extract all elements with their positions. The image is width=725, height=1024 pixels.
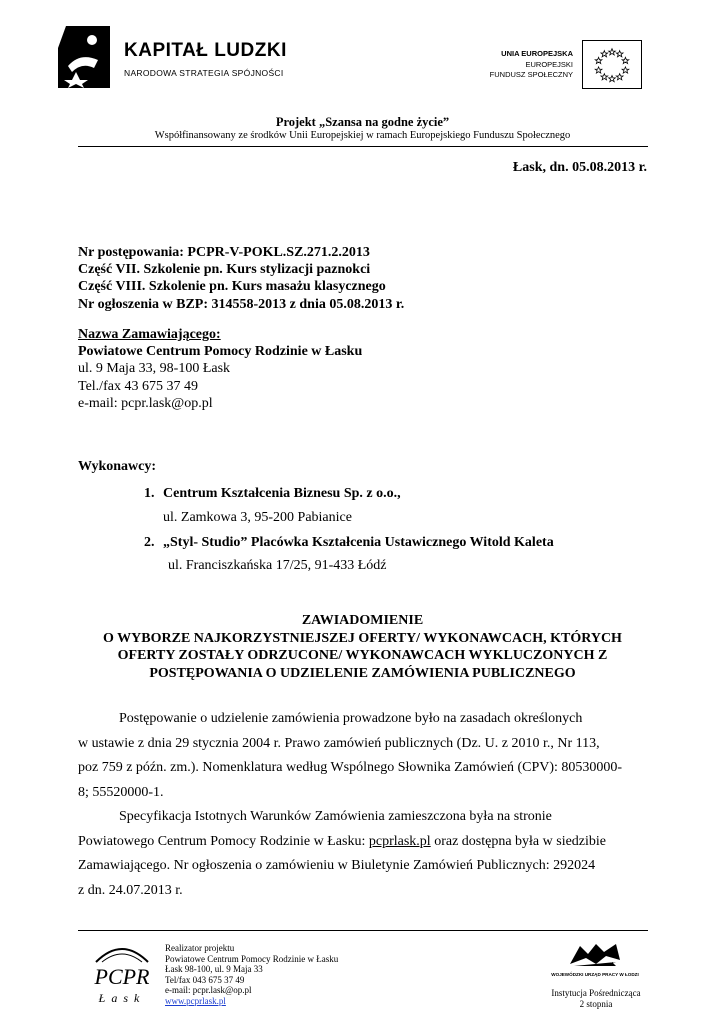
footer-website-link[interactable]: www.pcprlask.pl xyxy=(165,995,226,1006)
eu-line-3: FUNDUSZ SPOŁECZNY xyxy=(489,70,573,79)
kapital-ludzki-subtitle: NARODOWA STRATEGIA SPÓJNOŚCI xyxy=(124,68,284,78)
footer-line-1: Realizator projektu xyxy=(165,943,235,953)
customer-block xyxy=(78,326,362,412)
eu-line-1: UNIA EUROPEJSKA xyxy=(501,49,573,58)
project-title: Projekt „Szansa na godne życie” xyxy=(275,115,450,129)
body-p2-line-2 xyxy=(78,830,653,855)
body-p1-line-4: 8; 55520000-1. xyxy=(78,784,164,800)
place-date: Łask, dn. 05.08.2013 r. xyxy=(512,160,647,175)
inst-line-1: Instytucja Pośrednicząca xyxy=(551,988,641,998)
part-seven: Część VII. Szkolenie pn. Kurs stylizacji paznokci xyxy=(78,262,371,278)
body-p1-line-2: w ustawie z dnia 29 stycznia 2004 r. Prawo zamówień publicznych (Dz. U. z 2010 r., Nr 113, xyxy=(78,735,600,751)
footer-line-5: e-mail: pcpr.lask@op.pl xyxy=(165,985,252,996)
customer-heading: Nazwa Zamawiającego: xyxy=(78,327,221,342)
customer-address: ul. 9 Maja 33, 98-100 Łask xyxy=(78,361,231,377)
wup-lodz-logo-icon xyxy=(551,940,639,988)
footer-divider xyxy=(78,930,648,931)
footer-contact xyxy=(165,943,338,1007)
website-link[interactable]: pcprlask.pl xyxy=(368,833,431,849)
contractor-2-address: ul. Franciszkańska 17/25, 91-433 Łódź xyxy=(168,558,387,573)
notice-title xyxy=(0,612,725,682)
bzp-number: Nr ogłoszenia w BZP: 314558-2013 z dnia 05.08.2013 r. xyxy=(78,296,405,312)
kapital-ludzki-title: KAPITAŁ LUDZKI xyxy=(124,40,287,61)
body-p2-line-2-post: oraz dostępna była w siedzibie xyxy=(430,833,607,849)
customer-phone: Tel./fax 43 675 37 49 xyxy=(78,378,198,394)
customer-email: e-mail: pcpr.lask@op.pl xyxy=(78,395,213,411)
contractor-1-number: 1. xyxy=(144,486,155,501)
part-eight: Część VIII. Szkolenie pn. Kurs masażu klasycznego xyxy=(78,279,386,295)
notice-line-2: O WYBORZE NAJKORZYSTNIEJSZEJ OFERTY/ WYKONAWCACH, KTÓRYCH xyxy=(103,630,622,646)
eu-label xyxy=(490,49,573,81)
footer-line-4: Tel/fax 043 675 37 49 xyxy=(165,974,245,985)
notice-line-3: OFERTY ZOSTAŁY ODRZUCONE/ WYKONAWCACH WYKLUCZONYCH Z xyxy=(117,648,608,663)
kapital-ludzki-logo-icon xyxy=(58,26,110,88)
procedure-reference xyxy=(78,244,404,313)
procedure-number: Nr postępowania: PCPR-V-POKL.SZ.271.2.2013 xyxy=(78,245,370,260)
body-p2-line-1: Specyfikacja Istotnych Warunków Zamówienia zamieszczona była na stronie xyxy=(119,809,552,824)
body-p2-line-3: Zamawiającego. Nr ogłoszenia o zamówieniu w Biuletynie Zamówień Publicznych: 292024 xyxy=(78,858,596,873)
wup-logo-text: WOJEWÓDZKI URZĄD PRACY W ŁODZI xyxy=(551,972,639,977)
customer-name: Powiatowe Centrum Pomocy Rodzinie w Łasku xyxy=(78,344,363,360)
body-p1-line-1: Postępowanie o udzielenie zamówienia prowadzone było na zasadach określonych xyxy=(119,711,583,726)
footer-line-3: Łask 98-100, ul. 9 Maja 33 xyxy=(165,964,263,975)
notice-line-4: POSTĘPOWANIA O UDZIELENIE ZAMÓWIENIA PUBLICZNEGO xyxy=(149,665,576,681)
contractors-heading: Wykonawcy: xyxy=(78,459,157,474)
inst-line-2: 2 stopnia xyxy=(579,998,613,1009)
pcpr-logo-sub: Łask xyxy=(98,991,146,1005)
header-divider xyxy=(78,146,648,147)
contractor-1-name: Centrum Kształcenia Biznesu Sp. z o.o., xyxy=(163,486,401,501)
body-p2-line-2-pre: Powiatowego Centrum Pomocy Rodzinie w Łasku: xyxy=(78,833,369,849)
contractor-2-name: „Styl- Studio” Placówka Kształcenia Ustawicznego Witold Kaleta xyxy=(163,535,554,550)
pcpr-logo-text: PCPR xyxy=(94,964,150,989)
pcpr-logo-icon xyxy=(88,940,156,1010)
contractor-2-number: 2. xyxy=(144,535,155,550)
intermediate-institution xyxy=(548,988,644,1009)
project-subtitle: Współfinansowany ze środków Unii Europejskiej w ramach Europejskiego Funduszu Społecznego xyxy=(154,130,571,141)
notice-line-1: ZAWIADOMIENIE xyxy=(301,613,424,628)
footer-line-2: Powiatowe Centrum Pomocy Rodzinie w Łasku xyxy=(165,953,339,964)
notice-body xyxy=(78,707,653,903)
contractor-1-address: ul. Zamkowa 3, 95-200 Pabianice xyxy=(163,510,352,525)
body-p2-line-4: z dn. 24.07.2013 r. xyxy=(78,882,183,898)
eu-line-2: EUROPEJSKI xyxy=(525,59,573,69)
eu-flag-icon xyxy=(582,40,642,89)
body-p1-line-3: poz 759 z późn. zm.). Nomenklatura według Wspólnego Słownika Zamówień (CPV): 80530000- xyxy=(78,760,623,775)
